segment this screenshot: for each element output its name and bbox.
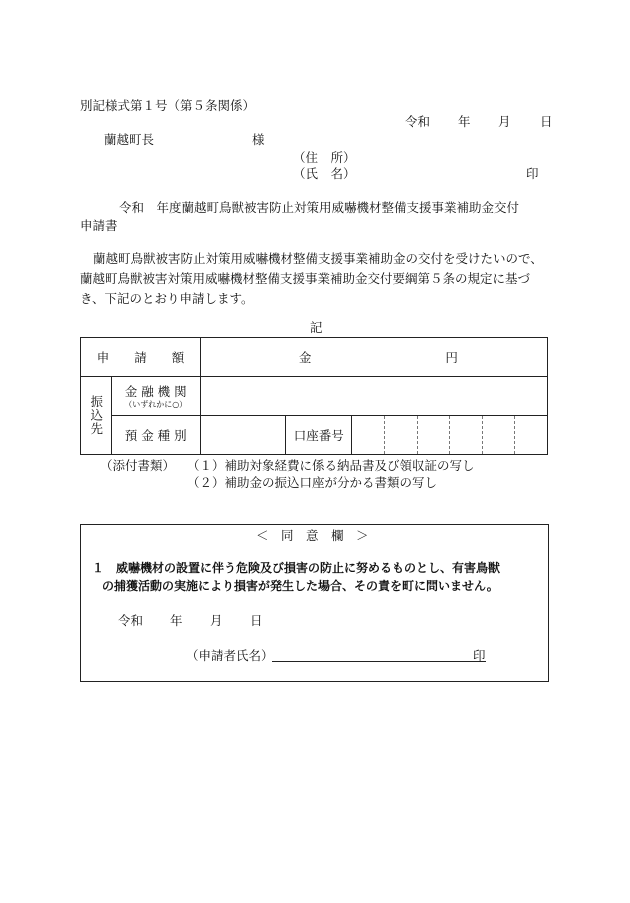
deposit-type-label: 預 金 種 別 bbox=[111, 416, 200, 455]
form-label: 別記様式第１号（第５条関係） bbox=[80, 98, 256, 113]
consent-applicant-label: （申請者氏名） bbox=[186, 648, 274, 663]
transfer-label: 振込先 bbox=[88, 395, 104, 436]
applicant-seal: 印 bbox=[526, 166, 539, 181]
ki-label: 記 bbox=[310, 320, 323, 335]
consent-date-month: 月 bbox=[210, 613, 223, 628]
consent-date-day: 日 bbox=[250, 613, 263, 628]
document-title-line1: 令和 年度蘭越町鳥獣被害防止対策用威嚇機材整備支援事業補助金交付 bbox=[119, 200, 520, 215]
attachment-item-2: （２）補助金の振込口座が分かる書類の写し bbox=[187, 475, 438, 490]
consent-date-year: 年 bbox=[170, 613, 183, 628]
attachments-label: （添付書類） bbox=[100, 458, 176, 473]
yen-label: 円 bbox=[445, 350, 458, 365]
application-table bbox=[80, 337, 548, 455]
consent-date-era: 令和 bbox=[118, 613, 144, 628]
bank-note: （いずれかに○） bbox=[124, 400, 188, 409]
bank-input-cell[interactable] bbox=[200, 377, 547, 416]
consent-seal: 印 bbox=[473, 648, 486, 663]
amount-cell[interactable] bbox=[200, 338, 547, 377]
account-digit-4[interactable] bbox=[450, 416, 483, 455]
apply-amount-label: 申 請 額 bbox=[81, 338, 201, 377]
consent-text-line1: １ 威嚇機材の設置に伴う危険及び損害の防止に努めるものとし、有害鳥獣 bbox=[92, 561, 501, 575]
addressee-sama: 様 bbox=[252, 132, 265, 147]
bank-label-cell bbox=[111, 377, 200, 416]
signature-line[interactable] bbox=[272, 661, 486, 662]
account-no-label: 口座番号 bbox=[286, 416, 352, 455]
account-digit-5[interactable] bbox=[482, 416, 515, 455]
account-digit-1[interactable] bbox=[352, 416, 385, 455]
date-era: 令和 bbox=[405, 114, 431, 129]
date-month: 月 bbox=[498, 114, 511, 129]
applicant-address-label: （住 所） bbox=[293, 150, 356, 165]
date-day: 日 bbox=[540, 114, 553, 129]
date-year: 年 bbox=[458, 114, 471, 129]
consent-title: ＜ 同 意 欄 ＞ bbox=[256, 528, 369, 543]
attachment-item-1: （１）補助対象経費に係る納品書及び領収証の写し bbox=[187, 458, 475, 473]
body-text: 蘭越町鳥獣被害防止対策用威嚇機材整備支援事業補助金の交付を受けたいので、蘭越町鳥獣被害対策用威嚇機材整備支援事業補助金交付要綱第５条の規定に基づき、下記のとおり申請します。 bbox=[80, 251, 543, 306]
transfer-label-cell bbox=[81, 377, 112, 455]
document-title-line2: 申請書 bbox=[80, 218, 118, 233]
kin-label: 金 bbox=[298, 350, 312, 365]
addressee-name: 蘭越町長 bbox=[104, 132, 155, 147]
consent-text-line2: の捕獲活動の実施により損害が発生した場合、その責を町に問いません。 bbox=[102, 579, 499, 593]
deposit-type-input[interactable] bbox=[200, 416, 285, 455]
bank-label: 金 融 機 関 bbox=[124, 384, 187, 399]
applicant-name-label: （氏 名） bbox=[293, 166, 356, 181]
account-digit-6[interactable] bbox=[515, 416, 548, 455]
account-digit-3[interactable] bbox=[417, 416, 450, 455]
account-digit-2[interactable] bbox=[384, 416, 417, 455]
